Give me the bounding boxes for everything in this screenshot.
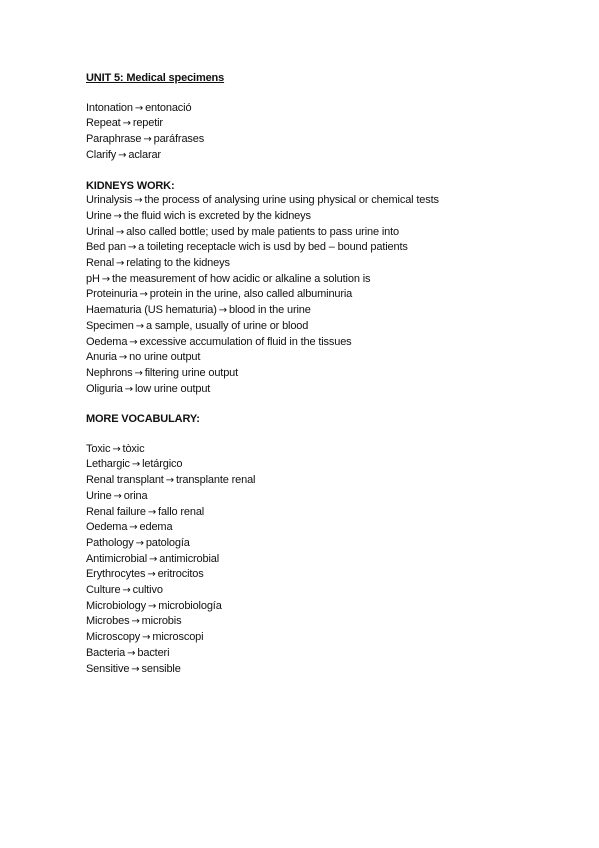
arrow-right-icon: → (113, 210, 122, 222)
vocabulary-definition: a sample, usually of urine or blood (145, 319, 309, 332)
vocabulary-term: pH (86, 272, 100, 285)
vocabulary-term: Oliguria (86, 382, 123, 395)
arrow-right-icon: → (218, 305, 227, 317)
arrow-right-icon: → (135, 320, 144, 332)
arrow-right-icon: → (165, 475, 174, 487)
vocabulary-definition: a toileting receptacle wich is usd by bed – bound patients (138, 241, 408, 254)
kidneys-vocabulary-list (86, 193, 566, 397)
vocabulary-term: Intonation (86, 101, 133, 114)
vocabulary-term: Sensitive (86, 662, 130, 675)
arrow-right-icon: → (122, 118, 131, 130)
vocabulary-definition: excessive accumulation of fluid in the tissues (139, 335, 352, 348)
vocabulary-definition: aclarar (128, 148, 161, 161)
arrow-right-icon: → (147, 506, 157, 518)
vocabulary-term: Pathology (86, 536, 134, 549)
vocabulary-entry (86, 272, 566, 288)
vocabulary-entry (86, 567, 566, 583)
vocabulary-definition: blood in the urine (228, 304, 311, 317)
vocabulary-definition: sensible (141, 662, 181, 675)
vocabulary-definition: paráfrases (153, 133, 205, 146)
vocabulary-definition: orina (123, 489, 148, 502)
vocabulary-term: Toxic (86, 442, 111, 455)
vocabulary-definition: relating to the kidneys (126, 257, 230, 270)
vocabulary-term: Urine (86, 209, 112, 222)
more-vocabulary-list (86, 442, 566, 678)
vocabulary-definition: microscopi (152, 631, 204, 644)
vocabulary-entry (86, 552, 566, 568)
vocabulary-entry (86, 536, 566, 552)
vocabulary-entry (86, 583, 566, 599)
vocabulary-definition: transplante renal (175, 474, 256, 487)
arrow-right-icon: → (131, 616, 140, 628)
vocabulary-entry (86, 520, 566, 536)
vocabulary-entry (86, 350, 566, 366)
vocabulary-definition: fallo renal (158, 505, 205, 518)
vocabulary-term: Urinalysis (86, 194, 133, 207)
arrow-right-icon: → (131, 663, 140, 675)
vocabulary-entry (86, 614, 566, 630)
vocabulary-definition: antimicrobial (159, 552, 220, 565)
vocabulary-term: Nephrons (86, 366, 133, 379)
vocabulary-definition: repetir (132, 117, 163, 130)
vocabulary-term: Haematuria (US hematuria) (86, 304, 217, 317)
vocabulary-definition: filtering urine output (144, 366, 239, 379)
arrow-right-icon: → (115, 226, 125, 238)
vocabulary-definition: also called bottle; used by male patients to pass urine into (126, 225, 399, 238)
vocabulary-definition: letárgico (142, 458, 183, 471)
vocabulary-entry (86, 287, 566, 303)
vocabulary-entry (86, 193, 566, 209)
vocabulary-entry (86, 489, 566, 505)
arrow-right-icon: → (149, 553, 158, 565)
kidneys-work-heading: KIDNEYS WORK: (86, 179, 175, 192)
vocabulary-definition: the measurement of how acidic or alkaline a solution is (112, 272, 371, 285)
vocabulary-definition: eritrocitos (157, 568, 204, 581)
vocabulary-definition: no urine output (129, 351, 201, 364)
arrow-right-icon: → (147, 600, 157, 612)
arrow-right-icon: → (127, 647, 136, 659)
vocabulary-term: Oedema (86, 335, 128, 348)
vocabulary-term: Renal (86, 257, 114, 270)
vocabulary-term: Antimicrobial (86, 552, 148, 565)
vocabulary-term: Anuria (86, 351, 117, 364)
vocabulary-definition: patología (145, 536, 190, 549)
vocabulary-entry (86, 505, 566, 521)
arrow-right-icon: → (101, 273, 110, 285)
arrow-right-icon: → (135, 537, 144, 549)
vocabulary-entry (86, 319, 566, 335)
vocabulary-term: Microbiology (86, 599, 146, 612)
vocabulary-term: Microbes (86, 615, 130, 628)
vocabulary-term: Oedema (86, 521, 128, 534)
arrow-right-icon: → (118, 149, 127, 161)
arrow-right-icon: → (139, 289, 148, 301)
vocabulary-term: Culture (86, 584, 121, 597)
vocabulary-definition: protein in the urine, also called albuminuria (149, 288, 353, 301)
arrow-right-icon: → (129, 336, 138, 348)
vocabulary-entry (86, 101, 566, 117)
vocabulary-term: Repeat (86, 117, 121, 130)
more-vocabulary-heading: MORE VOCABULARY: (86, 413, 200, 426)
vocabulary-definition: bacteri (137, 646, 170, 659)
vocabulary-entry (86, 599, 566, 615)
document-content (86, 71, 566, 677)
vocabulary-definition: low urine output (134, 382, 211, 395)
vocabulary-term: Specimen (86, 319, 134, 332)
arrow-right-icon: → (142, 632, 151, 644)
arrow-right-icon: → (113, 490, 122, 502)
vocabulary-definition: tòxic (122, 442, 145, 455)
vocabulary-term: Lethargic (86, 458, 130, 471)
intro-vocabulary-list (86, 101, 566, 164)
vocabulary-term: Paraphrase (86, 133, 142, 146)
arrow-right-icon: → (127, 242, 137, 254)
vocabulary-definition: edema (139, 521, 173, 534)
vocabulary-entry (86, 148, 566, 164)
vocabulary-entry (86, 116, 566, 132)
vocabulary-term: Urine (86, 489, 112, 502)
arrow-right-icon: → (134, 367, 143, 379)
arrow-right-icon: → (129, 522, 138, 534)
vocabulary-term: Proteinuria (86, 288, 138, 301)
arrow-right-icon: → (131, 459, 141, 471)
vocabulary-term: Renal transplant (86, 474, 164, 487)
vocabulary-entry (86, 256, 566, 272)
unit-title: UNIT 5: Medical specimens (86, 72, 225, 84)
vocabulary-entry (86, 382, 566, 398)
arrow-right-icon: → (143, 134, 152, 146)
vocabulary-entry (86, 473, 566, 489)
vocabulary-definition: the fluid wich is excreted by the kidneys (123, 209, 311, 222)
arrow-right-icon: → (118, 352, 128, 364)
vocabulary-term: Bed pan (86, 241, 126, 254)
vocabulary-term: Renal failure (86, 505, 146, 518)
arrow-right-icon: → (134, 102, 144, 114)
vocabulary-term: Bacteria (86, 646, 126, 659)
vocabulary-term: Urinal (86, 225, 114, 238)
arrow-right-icon: → (147, 569, 156, 581)
vocabulary-definition: microbiología (158, 599, 222, 612)
arrow-right-icon: → (134, 195, 143, 207)
vocabulary-entry (86, 646, 566, 662)
vocabulary-term: Clarify (86, 148, 117, 161)
vocabulary-entry (86, 662, 566, 678)
vocabulary-entry (86, 303, 566, 319)
vocabulary-entry (86, 457, 566, 473)
vocabulary-entry (86, 209, 566, 225)
vocabulary-entry (86, 225, 566, 241)
arrow-right-icon: → (116, 258, 125, 270)
vocabulary-definition: the process of analysing urine using physical or chemical tests (144, 194, 439, 207)
arrow-right-icon: → (112, 443, 121, 455)
arrow-right-icon: → (122, 585, 131, 597)
vocabulary-entry (86, 132, 566, 148)
vocabulary-definition: microbis (141, 615, 182, 628)
vocabulary-entry (86, 335, 566, 351)
vocabulary-definition: entonació (145, 101, 192, 114)
vocabulary-entry (86, 442, 566, 458)
vocabulary-entry (86, 240, 566, 256)
vocabulary-entry (86, 630, 566, 646)
vocabulary-term: Microscopy (86, 631, 141, 644)
vocabulary-term: Erythrocytes (86, 568, 146, 581)
vocabulary-entry (86, 366, 566, 382)
vocabulary-definition: cultivo (132, 584, 163, 597)
arrow-right-icon: → (124, 383, 133, 395)
